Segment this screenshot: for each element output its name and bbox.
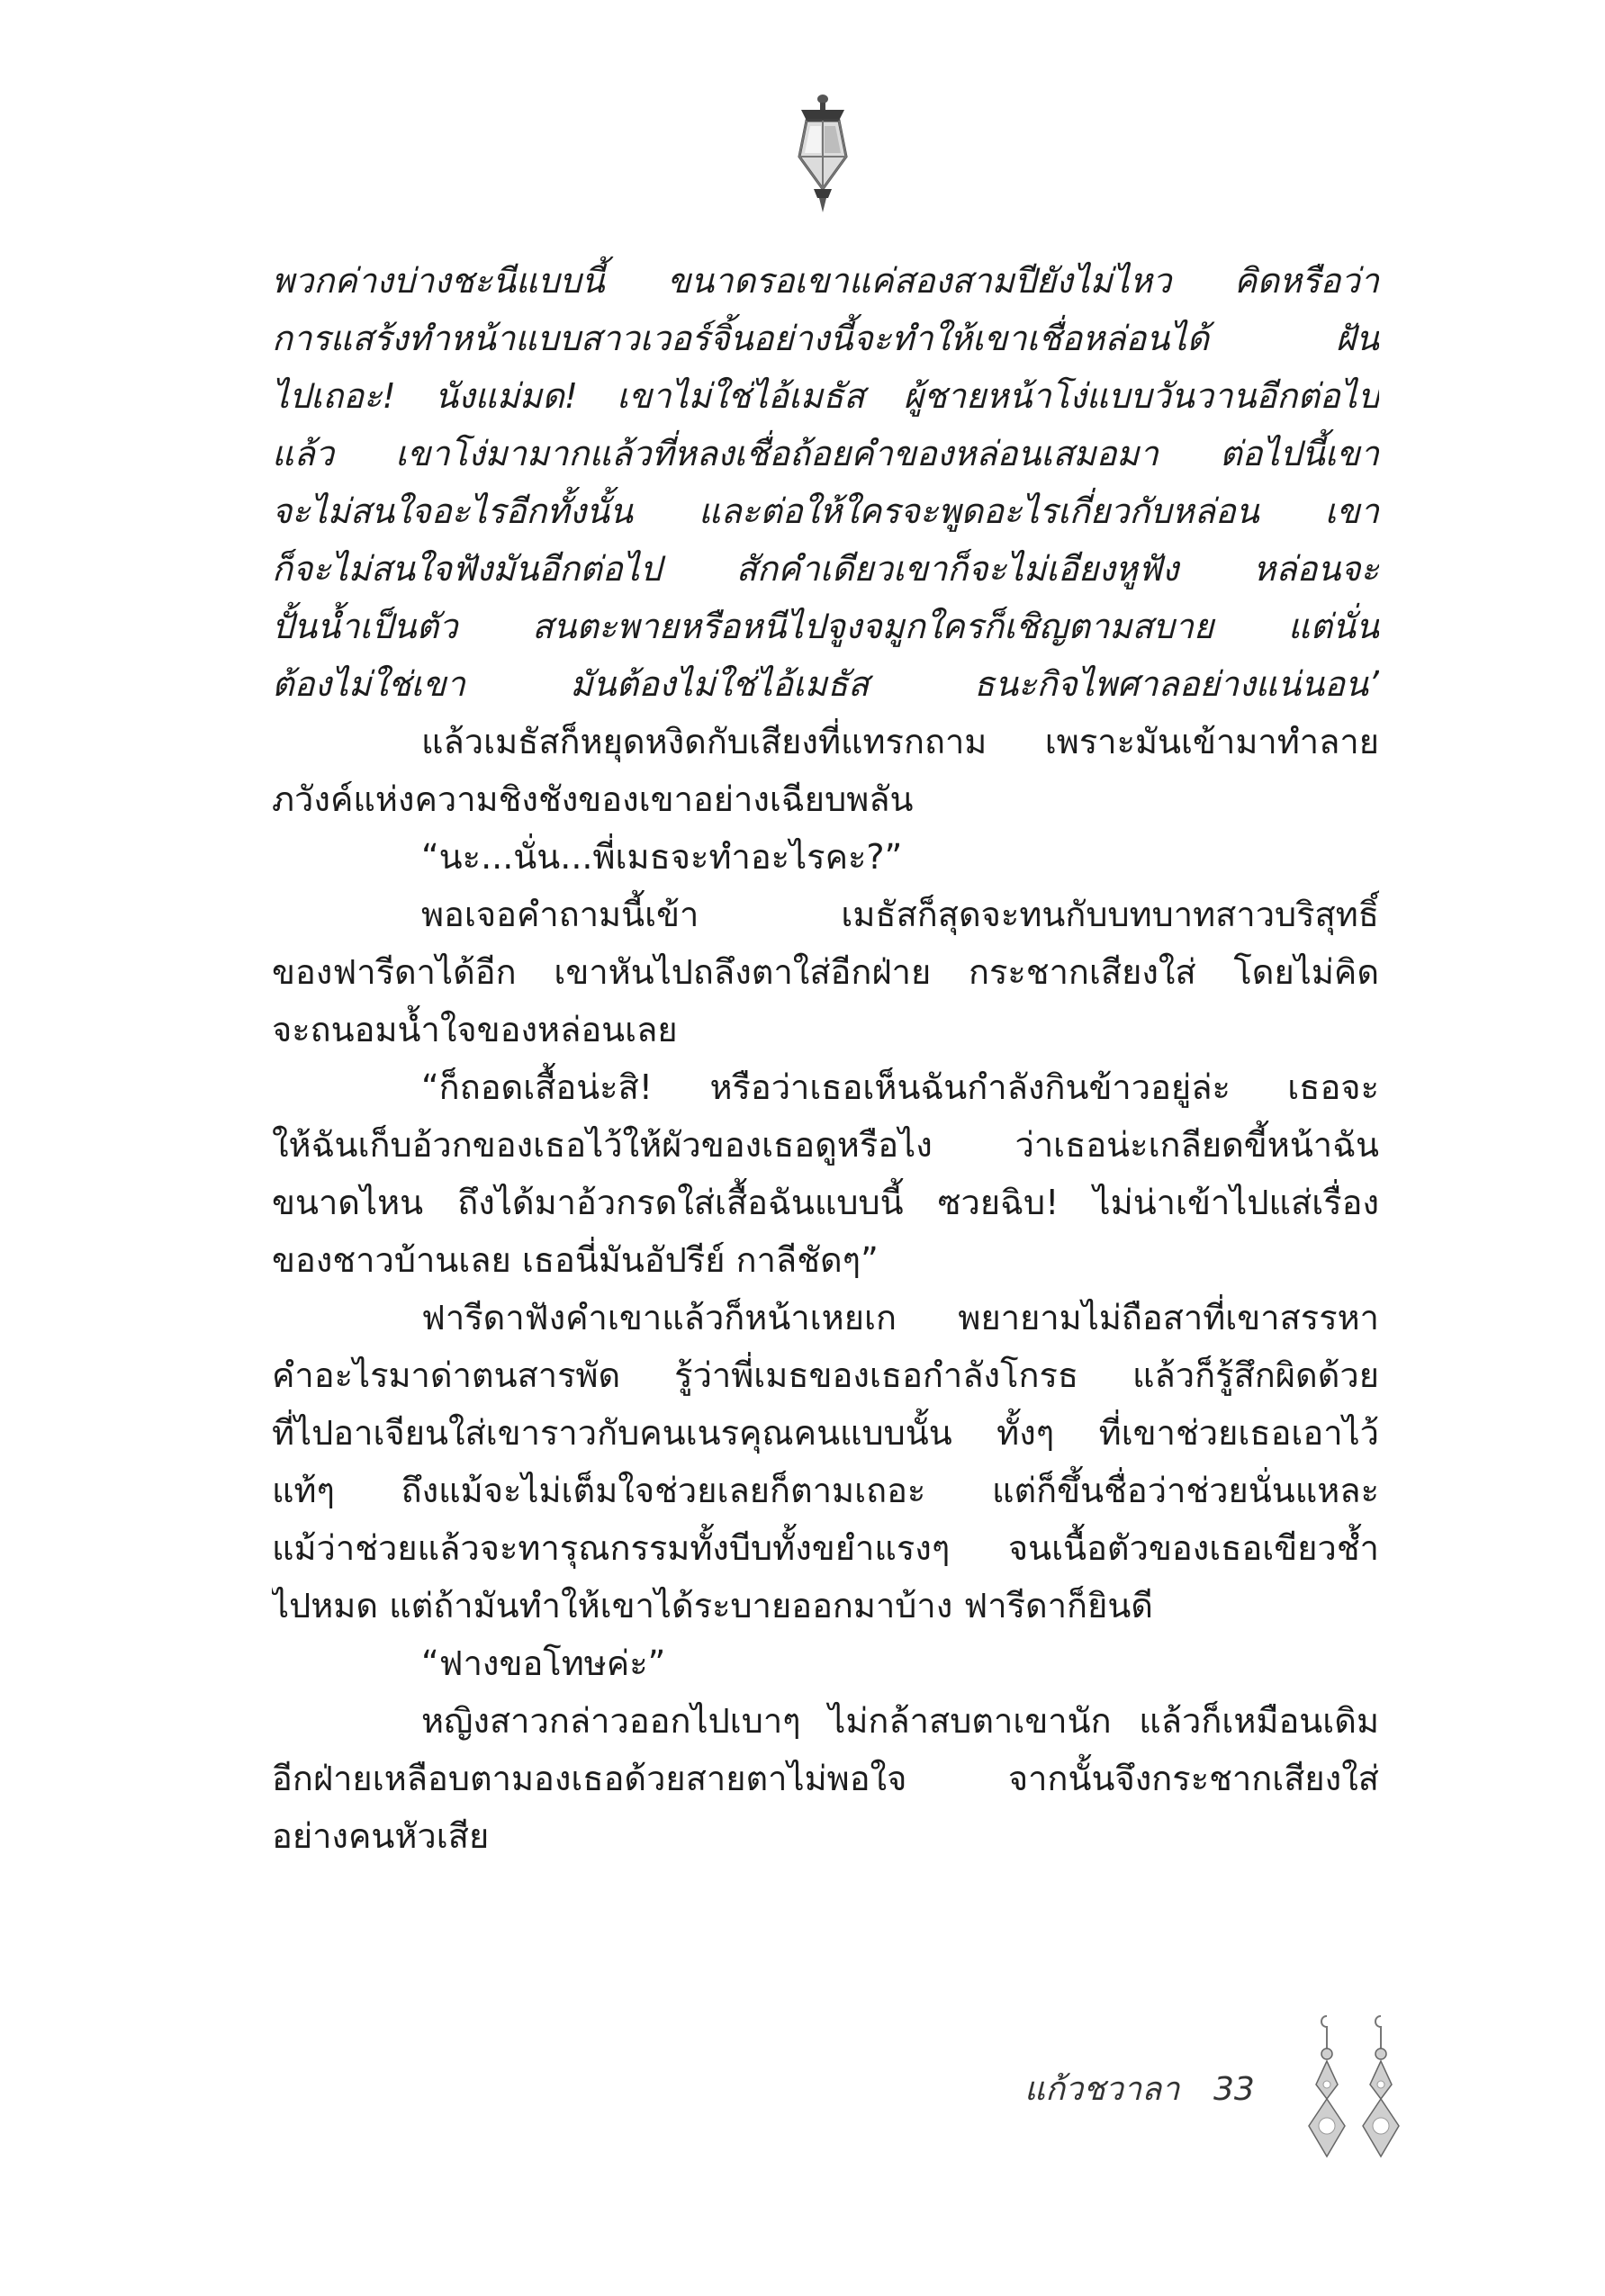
paragraph xyxy=(272,1692,1379,1865)
text-line: การแสร้งทำหน้าแบบสาวเวอร์จิ้นอย่างนี้จะทำให้เขาเชื่อหล่อนได้ ฝัน xyxy=(272,319,1379,358)
text-line: ของชาวบ้านเลย เธอนี่มันอัปรีย์ กาลีชัดๆ” xyxy=(272,1240,879,1280)
text-line: อย่างคนหัวเสีย xyxy=(272,1816,490,1856)
text-line: พอเจอคำถามนี้เข้า เมธัสก็สุดจะทนกับบทบาทสาวบริสุทธิ์ xyxy=(421,895,1379,934)
text-line: อีกฝ่ายเหลือบตามองเธอด้วยสายตาไม่พอใจ จากนั้นจึงกระชากเสียงใส่ xyxy=(272,1759,1379,1798)
text-line: จะไม่สนใจอะไรอีกทั้งนั้น และต่อให้ใครจะพูดอะไรเกี่ยวกับหล่อน เขา xyxy=(272,491,1379,531)
text-line: จะถนอมน้ำใจของหล่อนเลย xyxy=(272,1010,678,1049)
paragraph xyxy=(272,252,1379,713)
text-line: พวกค่างบ่างชะนีแบบนี้ ขนาดรอเขาแค่สองสามปียังไม่ไหว คิดหรือว่า xyxy=(272,261,1379,301)
text-line: ปั้นน้ำเป็นตัว สนตะพายหรือหนีไปจูงจมูกใครก็เชิญตามสบาย แต่นั่น xyxy=(272,607,1379,646)
body-text xyxy=(272,252,1379,1865)
text-line: ต้องไม่ใช่เขา มันต้องไม่ใช่ไอ้เมธัส ธนะกิจไพศาลอย่างแน่นอน’ xyxy=(272,664,1379,704)
paragraph xyxy=(272,886,1379,1058)
paragraph xyxy=(272,1058,1379,1289)
paragraph xyxy=(272,1634,1379,1692)
text-line: ที่ไปอาเจียนใส่เขาราวกับคนเนรคุณคนแบบนั้น ทั้งๆ ที่เขาช่วยเธอเอาไว้ xyxy=(272,1413,1379,1453)
text-line: แม้ว่าช่วยแล้วจะทารุณกรรมทั้งบีบทั้งขยำแรงๆ จนเนื้อตัวของเธอเขียวช้ำ xyxy=(272,1528,1379,1568)
text-line: “ก็ถอดเสื้อน่ะสิ! หรือว่าเธอเห็นฉันกำลังกินข้าวอยู่ล่ะ เธอจะ xyxy=(421,1067,1379,1107)
text-line: ของฟารีดาได้อีก เขาหันไปถลึงตาใส่อีกฝ่าย กระชากเสียงใส่ โดยไม่คิด xyxy=(272,952,1379,992)
text-line: ให้ฉันเก็บอ้วกของเธอไว้ให้ผัวของเธอดูหรือไง ว่าเธอน่ะเกลียดขี้หน้าฉัน xyxy=(272,1125,1379,1165)
text-line: หญิงสาวกล่าวออกไปเบาๆ ไม่กล้าสบตาเขานัก แล้วก็เหมือนเดิม xyxy=(421,1701,1379,1741)
page-number: 33 xyxy=(1213,2071,1255,2108)
text-line: แท้ๆ ถึงแม้จะไม่เต็มใจช่วยเลยก็ตามเถอะ แต่ก็ขึ้นชื่อว่าช่วยนั่นแหละ xyxy=(272,1471,1379,1510)
text-line: คำอะไรมาด่าตนสารพัด รู้ว่าพี่เมธของเธอกำลังโกรธ แล้วก็รู้สึกผิดด้วย xyxy=(272,1355,1379,1395)
text-line: “ฟางขอโทษค่ะ” xyxy=(421,1643,666,1683)
text-line: ฟารีดาฟังคำเขาแล้วก็หน้าเหยเก พยายามไม่ถือสาที่เขาสรรหา xyxy=(421,1298,1379,1337)
text-line: ภวังค์แห่งความชิงชังของเขาอย่างเฉียบพลัน xyxy=(272,779,914,819)
paragraph xyxy=(272,713,1379,828)
text-line: ไปเถอะ! นังแม่มด! เขาไม่ใช่ไอ้เมธัส ผู้ชายหน้าโง่แบบวันวานอีกต่อไป xyxy=(272,376,1379,416)
text-line: ก็จะไม่สนใจฟังมันอีกต่อไป สักคำเดียวเขาก็จะไม่เอียงหูฟัง หล่อนจะ xyxy=(272,549,1379,589)
text-line: ไปหมด แต่ถ้ามันทำให้เขาได้ระบายออกมาบ้าง ฟารีดาก็ยินดี xyxy=(272,1586,1153,1625)
text-line: ขนาดไหน ถึงได้มาอ้วกรดใส่เสื้อฉันแบบนี้ ซวยฉิบ! ไม่น่าเข้าไปแส่เรื่อง xyxy=(272,1183,1379,1222)
paragraph xyxy=(272,1289,1379,1634)
text-line: แล้วเมธัสก็หยุดหงิดกับเสียงที่แทรกถาม เพราะมันเข้ามาทำลาย xyxy=(421,722,1379,761)
paragraph xyxy=(272,828,1379,886)
earrings-icon xyxy=(1300,2012,1408,2165)
footer-book-title: แก้วชวาลา xyxy=(1024,2071,1180,2108)
text-line: “นะ...นั่น...พี่เมธจะทำอะไรคะ?” xyxy=(421,837,903,877)
lantern-icon xyxy=(792,94,853,215)
text-line: แล้ว เขาโง่มามากแล้วที่หลงเชื่อถ้อยคำของหล่อนเสมอมา ต่อไปนี้เขา xyxy=(272,434,1379,473)
